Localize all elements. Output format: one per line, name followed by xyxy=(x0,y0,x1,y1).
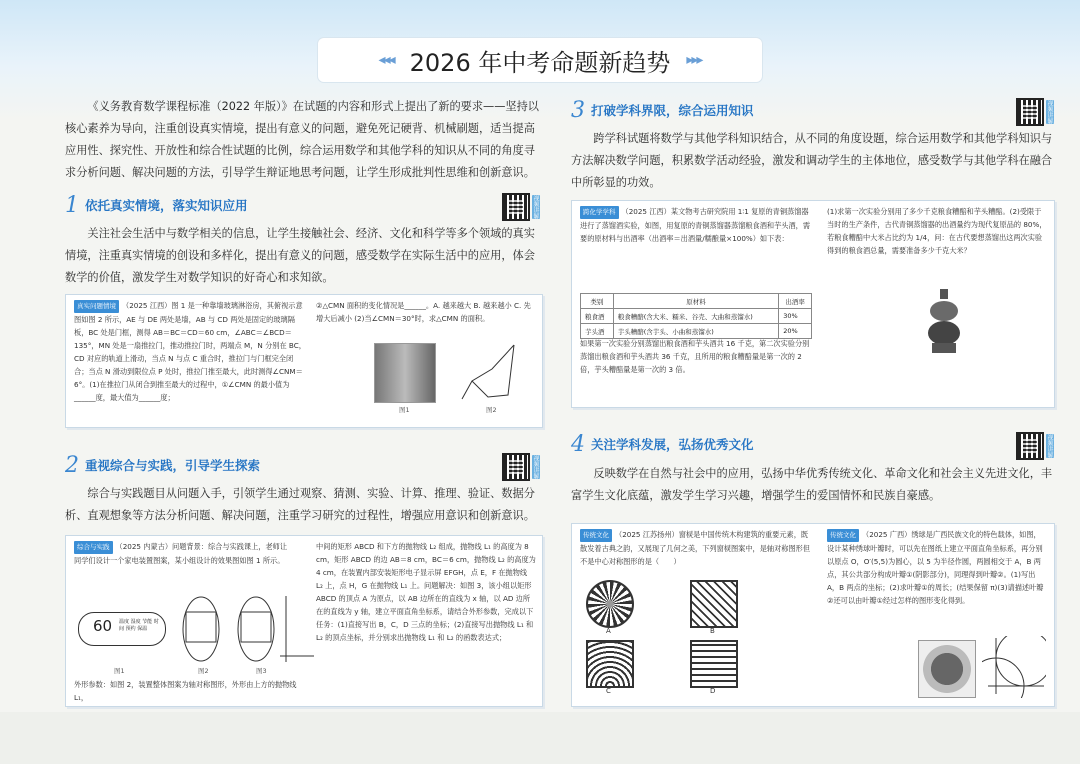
device-label: 温度 湿度 节能 时间 预约 保温 xyxy=(119,619,159,632)
video-tag: 视频讲解 xyxy=(1046,100,1053,124)
example-card-2 xyxy=(65,535,543,707)
section-title: 打破学科界限，综合运用知识 xyxy=(591,103,754,118)
table-row: 粮食酒 粮食糟醅(含大米、糯米、谷壳、大曲和蒸馏水) 30% xyxy=(581,309,812,324)
embroidered-ball-photo xyxy=(918,640,976,698)
coordinate-circles-diagram xyxy=(982,636,1046,698)
device-temp: 60 xyxy=(93,617,113,635)
device-outline xyxy=(78,612,166,646)
section-1-heading xyxy=(65,193,248,217)
page-title-bar xyxy=(318,38,762,82)
option-label: A xyxy=(606,627,611,635)
lattice-pattern-a xyxy=(586,580,634,628)
option-label: D xyxy=(710,687,716,695)
section-3-heading xyxy=(571,98,754,122)
example-tag: 传统文化 xyxy=(827,529,859,542)
video-tag: 视频讲解 xyxy=(532,195,539,219)
intro-paragraph: 《义务教育数学课程标准（2022 年版）》在试题的内容和形式上提出了新的要求——坚持以核心素养为导向，注重创设真实情境，提出有意义的问题，避免死记硬背、机械刷题，适当提高应用性、探究性、开放性和综合性试题的比例，综合运用数学和其他学科的知识从不同的角度寻求分析问题、解决问题的方法，引导学生辩证地思考问题，让学生形成批判性思维和创新意识。 xyxy=(65,100,539,179)
lattice-pattern-d xyxy=(690,640,738,688)
example-card-4 xyxy=(571,523,1055,707)
example-text: （2025 江苏扬州）窗棂是中国传统木构建筑的重要元素，既散发着古典之韵，又展现了几何之美，下列窗棂图案中，是轴对称图形但不是中心对称图形的是（ ） xyxy=(580,530,811,566)
example-text: （2025 江西）图 1 是一种靠墙玻璃淋浴房，其俯视示意图如图 2 所示，AE 与 DE 两处是墙，AB 与 CD 两处是固定的玻璃隔板，BC 处是门框，测得 AB＝BC＝CD＝60 cm，∠ABC＝∠BCD＝135°，MN 处是一扇推拉门，推动推拉门时，两端点 M，N 分别在 BC，CD 对应的轨道上滑动，当点 N 与点 C 重合时，推拉门与门框完全闭合；当点 N 滑动到限位点 P 处时，推拉门推至最大，此时测得∠CNM＝6°。(1)在推拉门从闭合到推至最大的过程中，①∠CMN 的最小值为______度，最大值为______度； xyxy=(74,301,306,402)
section-number: 1 xyxy=(65,192,79,218)
section-number: 3 xyxy=(571,97,585,123)
figure-caption: 图2 xyxy=(486,406,497,414)
example-text-right: (1)求第一次实验分别用了多少千克粮食糟醅和芋头糟醅。(2)受限于当时的生产条件，古代青铜蒸馏器的出酒量约为现代复原品的 80%，若粮食糟醅中大米占比约为 1/4，问：在古代要想蒸馏出这两次实验得到的粮食酒总量，需要准备多少千克大米？ xyxy=(827,207,1047,255)
section-2-heading xyxy=(65,453,260,477)
section-number: 2 xyxy=(65,452,79,478)
shower-photo xyxy=(374,343,436,403)
shower-diagram xyxy=(458,337,528,403)
figure-caption: 图3 xyxy=(256,667,267,675)
page-title: 2026 年中考命题新趋势 xyxy=(409,48,671,77)
example-text: （2025 江西）某文物考古研究院用 1∶1 复原的青铜蒸馏器进行了蒸馏酒实验，如图，用复原的青铜蒸馏器蒸馏粮食酒和芋头酒，需要的原材料与出酒率（出酒率＝出酒量/糯酿量×100%）如下表： xyxy=(580,207,811,243)
qr-code-icon[interactable] xyxy=(1016,432,1044,460)
section-4-text: 反映数学在自然与社会中的应用，弘扬中华优秀传统文化、革命文化和社会主义先进文化，丰富学生文化底蕴，激发学生学习兴趣，增强学生的爱国情怀和民族自豪感。 xyxy=(571,467,1053,502)
data-table: 类别 原材料 出酒率 粮食酒 粮食糟醅(含大米、糯米、谷壳、大曲和蒸馏水) 30% 芋头酒 芋头糟醅(含芋头、小曲和蒸馏水) 20% xyxy=(580,293,812,339)
section-title: 关注学科发展，弘扬优秀文化 xyxy=(591,437,754,452)
example-text-right: （2025 广西）绣球是广西民族文化的特色载体，如图，设计某种绣球叶瓣时，可以先在图纸上建立平面直角坐标系，再分别以原点 O，O′(5,5)为圆心，以 5 为半径作圆，两圆相交于 A，B 两点，其公共部分构成叶瓣①(阴影部分)，同理得到叶瓣②。(1)写出 A，B 两点的坐标；(2)求叶瓣①的周长；(结果保留 π)(3)请描述叶瓣②还可以由叶瓣①经过怎样的图形变化得到。 xyxy=(827,530,1044,605)
figure-caption: 图1 xyxy=(114,667,125,675)
device-diagrams xyxy=(176,594,316,664)
option-label: C xyxy=(606,687,611,695)
example-card-1 xyxy=(65,294,543,428)
figure-caption: 图2 xyxy=(198,667,209,675)
example-text: （2025 内蒙古）问题背景：综合与实践课上，老师让同学们设计一个家电装置图案，某小组设计的效果图如图 1 所示。 xyxy=(74,542,288,565)
figure-caption: 图1 xyxy=(399,406,410,414)
example-text: 如果第一次实验分别蒸馏出粮食酒和芋头酒共 16 千克，第二次实验分别蒸馏出粮食酒和芋头酒共 36 千克，且所用的粮食糟醅量是第一次的 2 倍，芋头糟醅量是第一次的 3 倍。 xyxy=(580,339,810,374)
option-label: B xyxy=(710,627,715,635)
section-4-heading xyxy=(571,432,754,456)
lattice-pattern-b xyxy=(690,580,738,628)
qr-code-icon[interactable] xyxy=(502,453,530,481)
arrow-right-icon: ▸▸▸ xyxy=(686,52,702,68)
section-number: 4 xyxy=(571,431,585,457)
lattice-pattern-c xyxy=(586,640,634,688)
example-tag: 真实问题情境 xyxy=(74,300,119,313)
example-tag: 跨化学学科 xyxy=(580,206,619,219)
example-text: 外形参数：如图 2，装置整体图案为轴对称图形，外形由上方的抛物线 L₁， xyxy=(74,680,297,702)
video-tag: 视频讲解 xyxy=(1046,434,1053,458)
example-tag: 综合与实践 xyxy=(74,541,113,554)
table-row: 芋头酒 芋头糟醅(含芋头、小曲和蒸馏水) 20% xyxy=(581,324,812,339)
section-title: 依托真实情境，落实知识应用 xyxy=(85,198,248,213)
video-tag: 视频讲解 xyxy=(532,455,539,479)
distiller-image xyxy=(924,287,964,357)
page-bottom-edge xyxy=(0,712,1080,764)
example-tag: 传统文化 xyxy=(580,529,612,542)
section-title: 重视综合与实践，引导学生探索 xyxy=(85,458,261,473)
example-text-right: 中间的矩形 ABCD 和下方的抛物线 L₂ 组成，抛物线 L₁ 的高度为 8 cm，矩形 ABCD 的边 AB＝8 cm，BC＝6 cm，抛物线 L₂ 的高度为 4 cm，在装置内部安装矩形电子显示屏 EFGH，点 E，F 在抛物线 L₂ 上，点 H，G 在抛物线 L₁ 上。问题解决：如图 3，该小组以矩形 ABCD 的顶点 A 为原点，以 AB 边所在的直线为 x 轴，以 AD 边所在的直线为 y 轴，建立平面直角坐标系，请结合外形参数，完成以下任务：(1)直接写出 B，C，D 三点的坐标；(2)直接写出抛物线 L₁ 和 L₂ 的顶点坐标，并分别求出抛物线 L₁ 和 L₂ 的函数表达式； xyxy=(316,542,536,642)
section-2-text: 综合与实践题目从问题入手，引领学生通过观察、猜测、实验、计算、推理、验证、数据分析、直观想象等方法分析问题、解决问题，注重学习研究的过程性，增强应用意识和创新意识。 xyxy=(65,487,535,522)
section-1-text: 关注社会生活中与数学相关的信息，让学生接触社会、经济、文化和科学等多个领域的真实情境，注重真实情境的创设和多样化，提出有意义的问题，感受数学在实际生活中的应用，体会数学的价值，激发学生对数学知识的好奇心和求知欲。 xyxy=(65,227,535,284)
qr-code-icon[interactable] xyxy=(1016,98,1044,126)
example-text-right: ②△CMN 面积的变化情况是______。A. 越来越大 B. 越来越小 C. 先增大后减小 (2)当∠CMN＝30°时，求△CMN 的面积。 xyxy=(316,301,531,323)
qr-code-icon[interactable] xyxy=(502,193,530,221)
arrow-left-icon: ◂◂◂ xyxy=(378,52,394,68)
section-3-text: 跨学科试题将数学与其他学科知识结合，从不同的角度设题，综合运用数学和其他学科知识与方法解决数学问题，积累数学活动经验，激发和调动学生的主体地位，感受数学与其他学科在融合中所彰显的功效。 xyxy=(571,132,1053,189)
example-card-3 xyxy=(571,200,1055,408)
